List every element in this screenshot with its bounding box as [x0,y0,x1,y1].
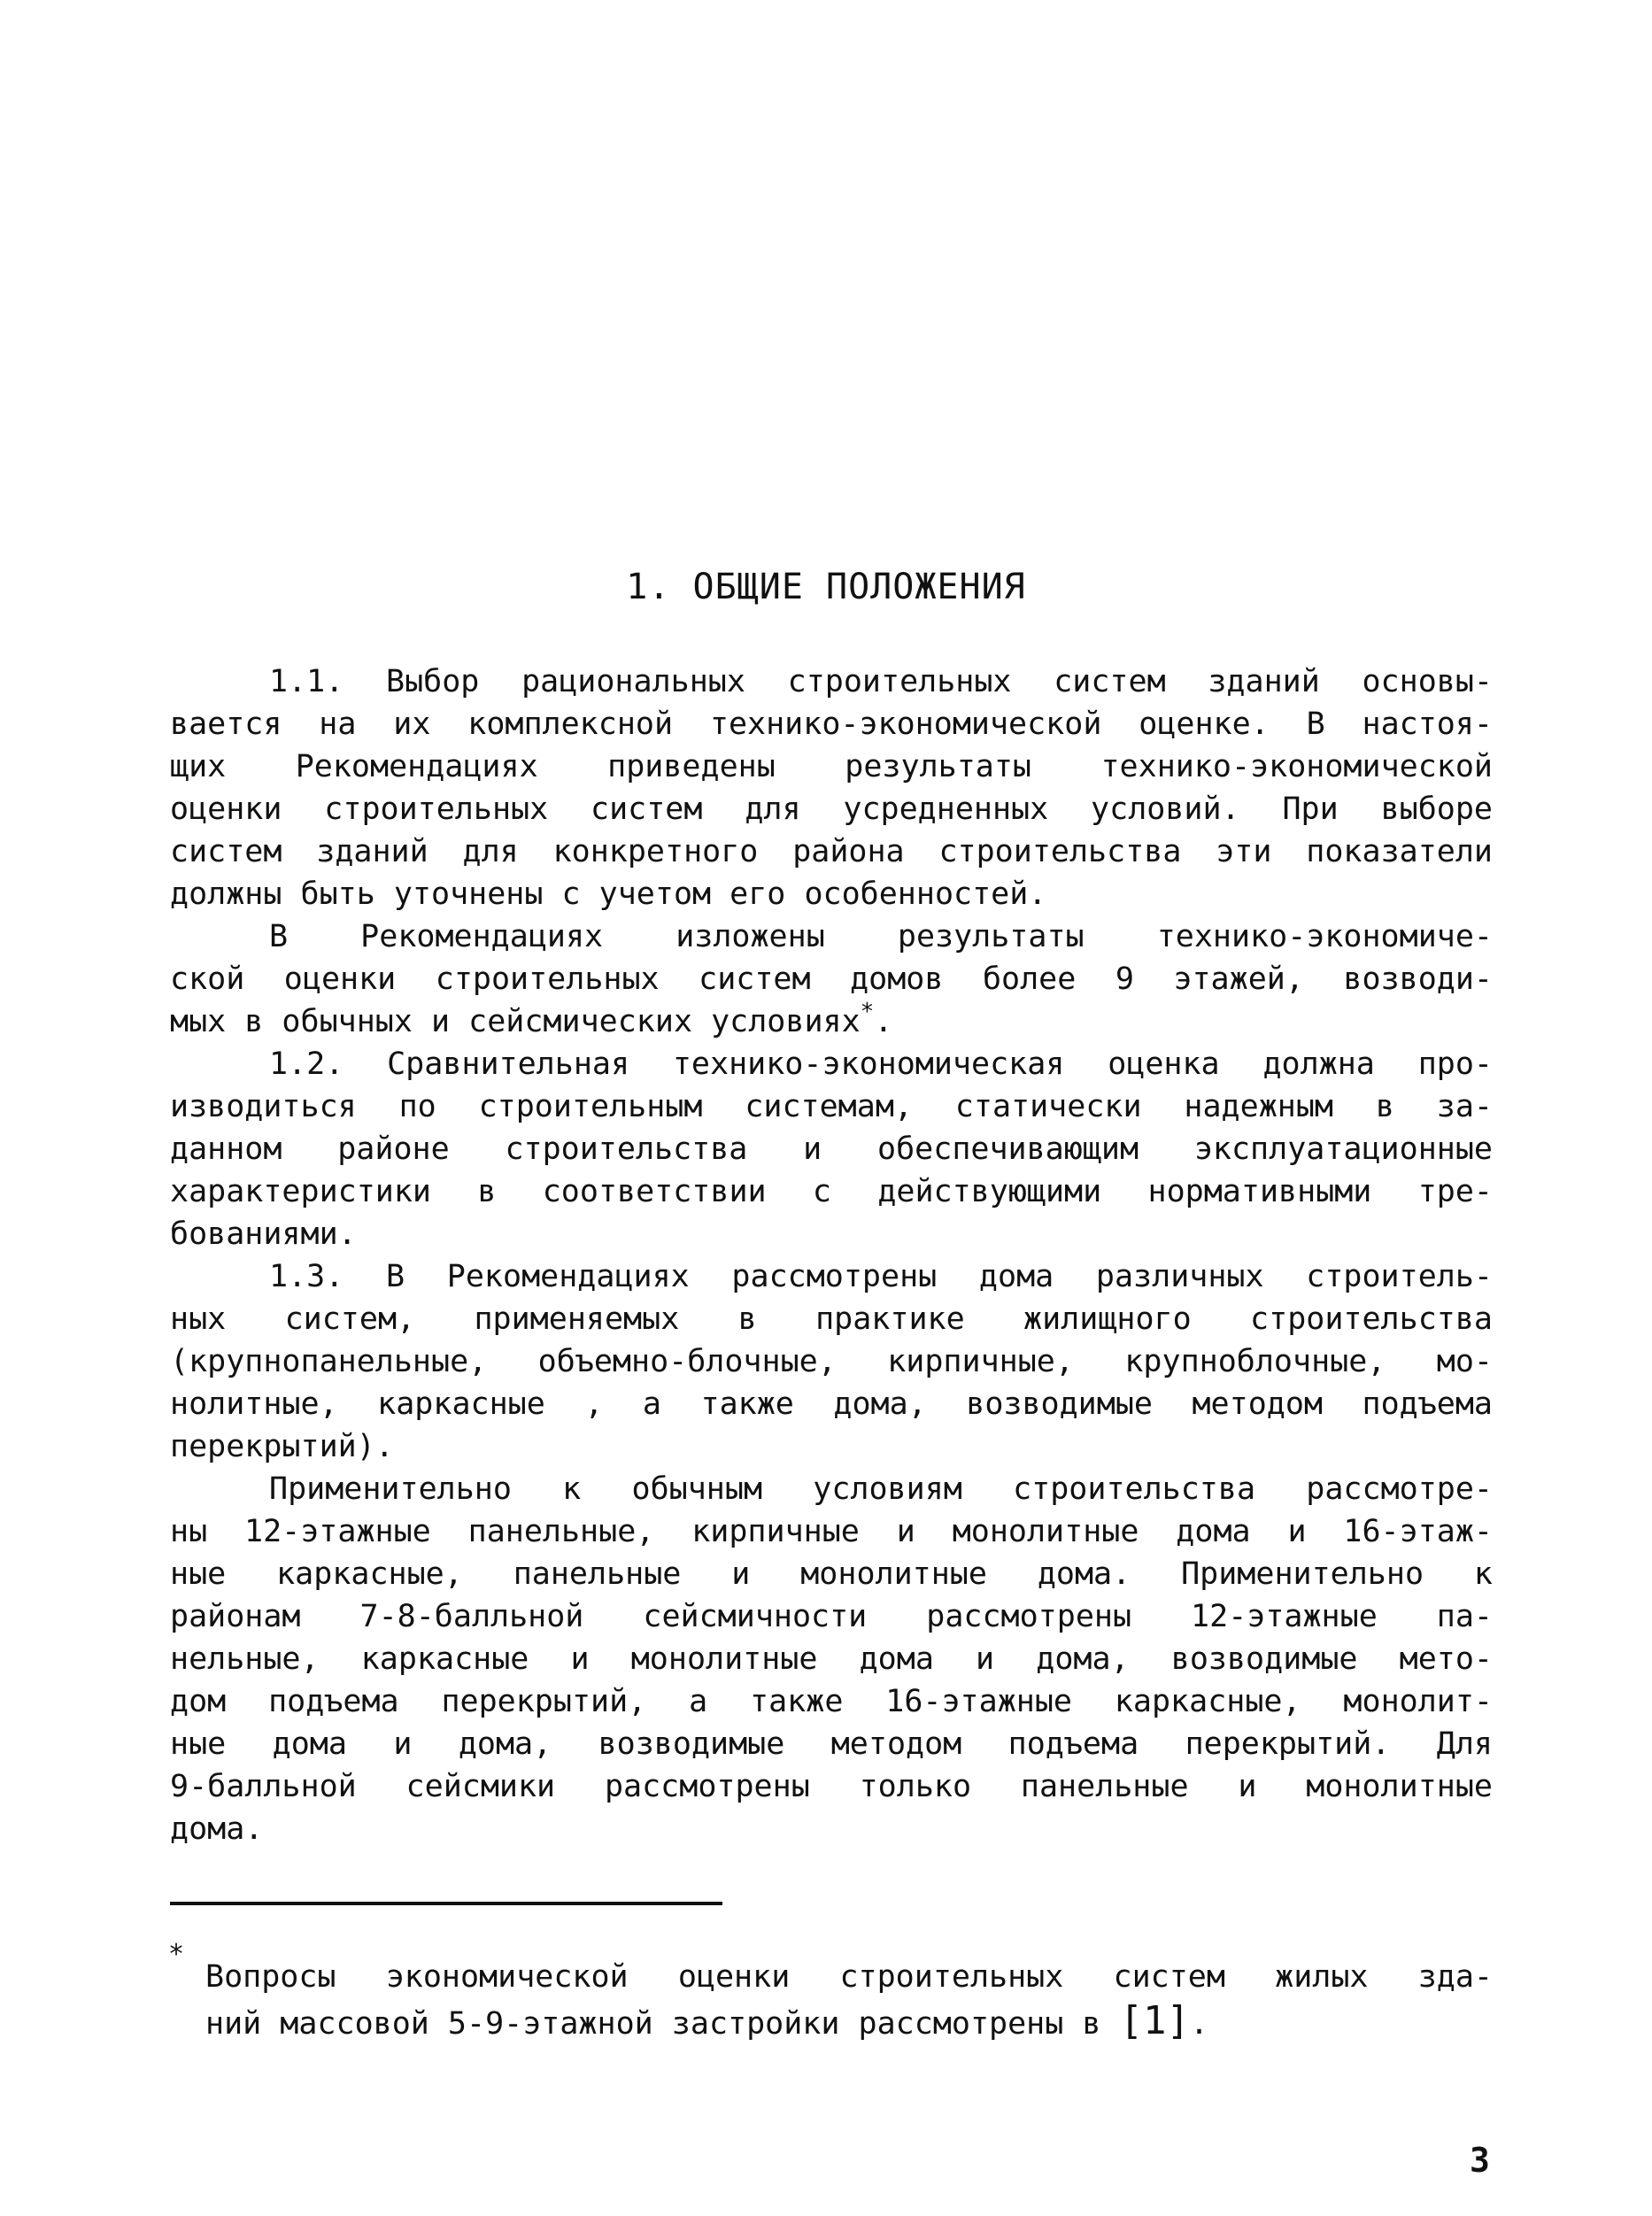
body-line [170,1638,1493,1680]
body-line [170,1383,1493,1425]
body-line [170,1808,1493,1850]
body-line-text: оценки строительных систем для усредненных условий. При выборе [170,791,1493,827]
body-line [170,1255,1493,1298]
body-line-text: вается на их комплексной технико-экономической оценке. В настоя- [170,706,1493,742]
body-line [170,1085,1493,1128]
footnote-line-1: Вопросы экономической оценки строительных систем жилых зда- [205,1959,1493,1995]
footnote-line-2 [170,1999,1493,2043]
body-line [170,873,1493,915]
body-line-text: ных систем, применяемых в практике жилищного строительства [170,1301,1493,1337]
body-line [170,1765,1493,1808]
body-line-text: мых в обычных и сейсмических условиях [170,1004,861,1039]
body-line [170,1510,1493,1553]
body-line-text: ны 12-этажные панельные, кирпичные и монолитные дома и 16-этаж- [170,1514,1493,1549]
body-text [170,660,1493,1850]
body-line [170,1043,1493,1085]
body-line-text: районам 7-8-балльной сейсмичности рассмотрены 12-этажные па- [170,1599,1493,1634]
body-line-text: нельные, каркасные и монолитные дома и дома, возводимые мето- [170,1641,1493,1677]
body-line-text: перекрытий). [170,1429,394,1464]
body-line-text: ской оценки строительных систем домов более 9 этажей, возводи- [170,961,1493,997]
body-line-text: должны быть уточнены с учетом его особенностей. [170,876,1047,912]
page-number: 3 [1470,2141,1490,2180]
body-line-text: ные дома и дома, возводимые методом подъема перекрытий. Для [170,1726,1493,1762]
body-line-text: изводиться по строительным системам, статически надежным в за- [170,1089,1493,1124]
footnote-mark: * [168,1939,185,1970]
body-line [170,1468,1493,1510]
body-line-text: данном районе строительства и обеспечивающим эксплуатационные [170,1131,1493,1167]
body-line [170,1553,1493,1595]
section-title: 1. ОБЩИЕ ПОЛОЖЕНИЯ [626,567,1026,607]
body-line-text: ные каркасные, панельные и монолитные дома. Применительно к [170,1556,1493,1592]
body-line-text: (крупнопанельные, объемно-блочные, кирпичные, крупноблочные, мо- [170,1344,1493,1379]
body-line-text: щих Рекомендациях приведены результаты технико-экономической [170,749,1493,784]
body-line-text: Применительно к обычным условиям строительства рассмотре- [269,1471,1493,1507]
body-line [170,1213,1493,1255]
body-line [170,915,1493,958]
body-line [170,958,1493,1000]
body-line [170,1170,1493,1213]
body-line-text: дома. [170,1811,264,1847]
body-line-text: 1.2. Сравнительная технико-экономическая оценка должна про- [269,1046,1493,1082]
body-line [170,1128,1493,1170]
footnote-tail: . [1190,2006,1209,2042]
body-line [170,788,1493,830]
body-line [170,1680,1493,1723]
footnote-reference: [1] [1119,1998,1191,2043]
body-line [170,660,1493,703]
body-line-text: 9-балльной сейсмики рассмотрены только панельные и монолитные [170,1769,1493,1804]
body-line-text: 1.3. В Рекомендациях рассмотрены дома различных строитель- [269,1259,1493,1294]
body-line-tail: . [874,1004,893,1039]
footnote-separator [170,1902,722,1905]
body-line-text: 1.1. Выбор рациональных строительных систем зданий основы- [269,664,1493,699]
body-line [170,1340,1493,1383]
body-line-text: систем зданий для конкретного района строительства эти показатели [170,834,1493,869]
footnote [168,1939,1493,2043]
body-line [170,745,1493,788]
body-line-text: В Рекомендациях изложены результаты технико-экономиче- [269,919,1493,954]
footnote-reference-mark: * [860,999,875,1025]
body-line [170,703,1493,745]
body-line [170,1723,1493,1765]
body-line-text: дом подъема перекрытий, а также 16-этажные каркасные, монолит- [170,1684,1493,1719]
body-line [170,1425,1493,1468]
body-line [170,830,1493,873]
body-line-text: нолитные, каркасные , а также дома, возводимые методом подъема [170,1386,1493,1422]
body-line [170,1595,1493,1638]
body-line [170,1000,1493,1043]
footnote-line-2-text: ний массовой 5-9-этажной застройки рассмотрены в [205,2006,1101,2042]
body-line-text: бованиями. [170,1216,357,1252]
body-line-text: характеристики в соответствии с действующими нормативными тре- [170,1174,1493,1209]
body-line [170,1298,1493,1340]
